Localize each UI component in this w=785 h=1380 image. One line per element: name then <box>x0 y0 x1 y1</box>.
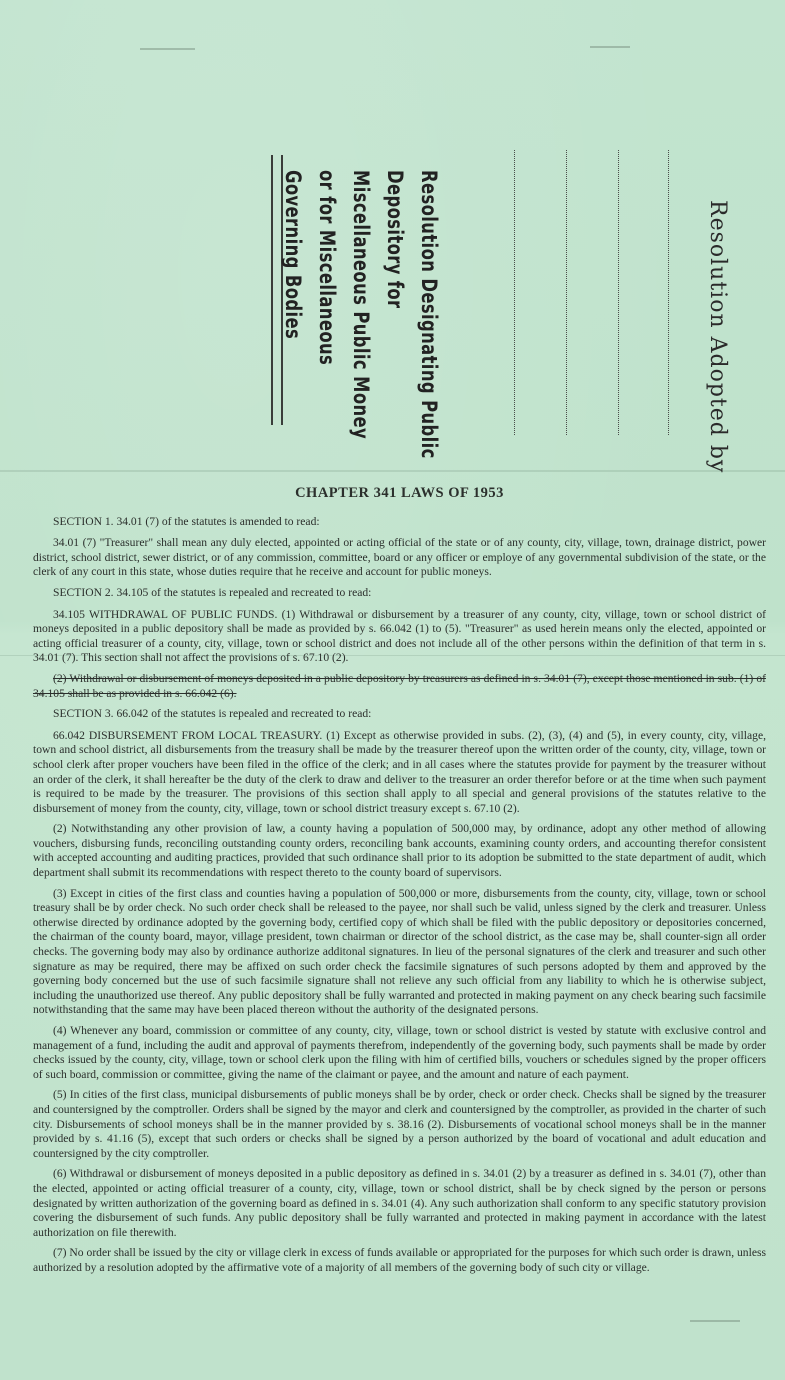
statute-paragraph: 34.01 (7) "Treasurer" shall mean any duly elected, appointed or acting official of the state or of any county, city, village, town, drainage district, power district, school district, sewer district, or of any commission, committee, board or any officer or employe of any governmental subdivision of the state, or the clerk of any court in this state, whose duties require that he receive and account for public moneys. <box>33 536 766 579</box>
paragraph-list <box>33 515 766 1276</box>
cover-panel <box>0 0 785 474</box>
statute-paragraph: (6) Withdrawal or disbursement of moneys deposited in a public depository as defined in s. 34.01 (2) by a treasurer as defined in s. 34.01 (7), other than the elected, appointed or acting official treasurer of a county, city, village, town or school district, shall be by check signed by the person or persons designated by written authorization of the governing board as defined in s. 34.01 (4). Any such authorization shall conform to any specific statutory provision covering the disbursement of such funds. Any public depository shall be fully warranted and protected in making payment in accordance with the latest authorization on file therewith. <box>33 1167 766 1239</box>
statute-paragraph: (7) No order shall be issued by the city or village clerk in excess of funds available or appropriated for the purposes for which such order is drawn, unless authorized by a resolution adopted by the affirmative vote of a majority of all members of the governing body of such city or village. <box>33 1246 766 1274</box>
cover-title-line-2: Depository for <box>383 170 407 309</box>
statute-paragraph: (3) Except in cities of the first class and counties having a population of 500,000 or more, disbursements from the county, city, village, town or school treasury shall be by order check. No such order check shall be released to the payee, nor shall such be valid, unless signed by the clerk and treasurer. Unless otherwise directed by ordinance adopted by the governing body, certified copy of which shall be filed with the public depository or depositories concerned, the chairman of the county board, mayor, village president, town chairman or director of the school district, as the case may be, shall counter-sign all order checks. The governing body may also by ordinance authorize additonal signatures. In lieu of the personal signatures of the clerk and treasurer and such other signature as may be required, there may be affixed on such order check the facsimile signatures of such persons adopted by them and approved by the governing body concerned but the use of such facsimile signature shall not relieve any such official from any liability to which he is otherwise subject, including the unauthorized use thereof. Any public depository shall be fully warranted and protected in making payment on any check bearing such facsimile notwithstanding that the same may have been placed thereon without the authority of the designated persons. <box>33 886 766 1017</box>
adopted-by-label: Resolution Adopted by <box>705 200 730 474</box>
cover-rule-left <box>271 155 273 425</box>
paper-mark <box>590 46 630 48</box>
statute-paragraph: (5) In cities of the first class, municipal disbursements of public moneys shall be by order, check or order check. Checks shall be signed by the treasurer and countersigned by the comptroller. Orders shall be signed by the mayor and clerk and countersigned by the comptroller, as provided in the charter of such city. Disbursements of school moneys shall be in the manner provided by s. 38.16 (2). Disbursements of vocational school moneys shall be in the manner provided by s. 41.16 (5), except that such orders or checks shall be signed by a person authorized by the board of vocational and adult education and countersigned by the city comptroller. <box>33 1088 766 1160</box>
paper-mark <box>690 1320 740 1322</box>
adopted-by-label-wrap <box>705 200 730 473</box>
statute-text <box>33 486 766 1282</box>
section-heading: SECTION 2. 34.105 of the statutes is repealed and recreated to read: <box>53 585 372 599</box>
statute-paragraph: 34.105 WITHDRAWAL OF PUBLIC FUNDS. (1) Withdrawal or disbursement by a treasurer of any county, city, village, town or school district of moneys deposited in a public depository shall be made as provided by s. 66.042 (1) to (5). "Treasurer" as used herein means only the elected, appointed or acting official treasurer of a county, city, village, town or school district and does not include all of the other persons within the definition of that term in s. 34.01 (7). This section shall not affect the provisions of s. 67.10 (2). <box>33 607 766 665</box>
statute-paragraph: (2) Withdrawal or disbursement of moneys deposited in a public depository by treasurers as defined in s. 34.01 (7), except those mentioned in sub. (1) of 34.105 shall be as provided in s. 66.042 (6). <box>33 671 766 700</box>
cover-title-line-3: Miscellaneous Public Money <box>349 170 373 440</box>
signature-line-2 <box>566 150 567 435</box>
statute-paragraph: (2) Notwithstanding any other provision of law, a county having a population of 500,000 may, by ordinance, adopt any other method of allowing vouchers, disbursing funds, reconciling outstanding county orders, reconciling bank accounts, examining county orders, and accounting therefor consistent with accepted accounting and auditing practices, provided that such ordinance shall prior to its adoption be submitted to the state department of audit, which department shall submit its recommendations with respect thereto to the county board of supervisors. <box>33 822 766 880</box>
statute-paragraph: (4) Whenever any board, commission or committee of any county, city, village, town or school district is vested by statute with exclusive control and management of a fund, including the audit and approval of payments therefrom, independently of the governing body, such payments shall be made by order checks issued by the county, city, village, town or school clerk upon the filing with him of certified bills, vouchers or schedules signed by the proper officers of such board, commission or committee, giving the name of the claimant or payee, and the amount and nature of each payment. <box>33 1024 766 1081</box>
cover-title-line-4: or for Miscellaneous <box>315 170 339 366</box>
statute-paragraph: 66.042 DISBURSEMENT FROM LOCAL TREASURY. (1) Except as otherwise provided in subs. (2), (3), (4) and (5), in every county, city, village, town and school district, all disbursements from the treasury shall be made by the treasurer thereof upon the written order of the county, city, village, town or school clerk after proper vouchers have been filed in the office of the clerk; and in all cases where the statutes provide for payment by the treasurer without an order of the clerk, it shall hereafter be the duty of the clerk to draw and deliver to the treasurer an order therefor before or at the time when such payment is required to be made by the treasurer. The provisions of this section shall apply to all special and general provisions of the statutes relative to the disbursement of money from the county, city, village, town or school district treasury except s. 67.10 (2). <box>33 728 766 815</box>
section-heading: SECTION 3. 66.042 of the statutes is repealed and recreated to read: <box>53 707 372 721</box>
cover-title-line-5: Governing Bodies <box>281 170 305 340</box>
signature-line-4 <box>668 150 669 435</box>
paper-mark <box>140 48 195 50</box>
signature-line-1 <box>514 150 515 435</box>
section-heading: SECTION 1. 34.01 (7) of the statutes is amended to read: <box>53 514 320 528</box>
chapter-title: CHAPTER 341 LAWS OF 1953 <box>295 485 504 501</box>
signature-line-3 <box>618 150 619 435</box>
cover-title-line-1: Resolution Designating Public <box>417 170 441 459</box>
